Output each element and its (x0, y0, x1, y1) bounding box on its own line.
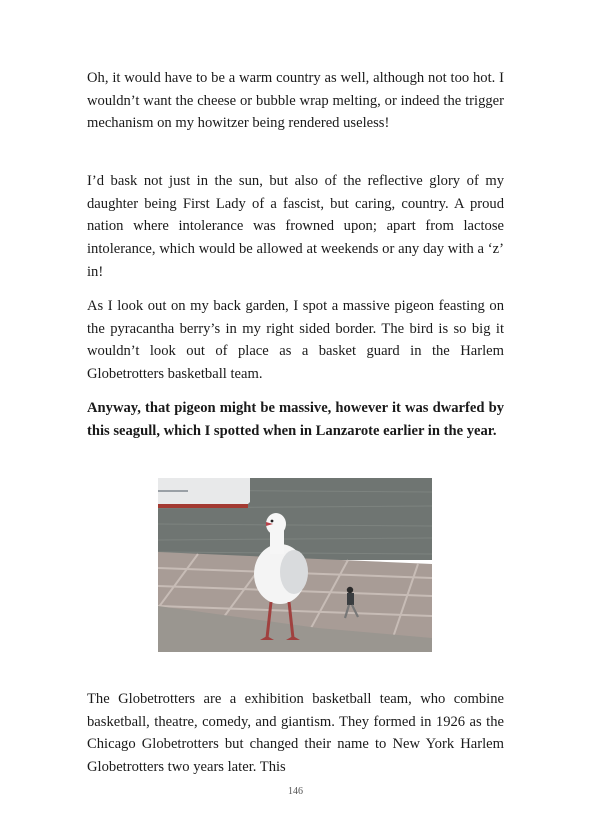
paragraph-globetrotters: The Globetrotters are a exhibition basketball team, who combine basketball, theatre, comedy, and giantism. They formed in 1926 as the Chicago Globetrotters but changed their name to New York Harlem Globetrotters two years later. This (87, 691, 504, 776)
paragraph-pigeon: As I look out on my back garden, I spot a massive pigeon feasting on the pyracantha berry’s in my right sided border. The bird is so big it wouldn’t look out of place as a basket guard in the Harlem Globetrotters basketball team. (87, 298, 504, 383)
paragraph-warm-country: Oh, it would have to be a warm country as well, although not too hot. I wouldn’t want the cheese or bubble wrap melting, or indeed the trigger mechanism on my howitzer being rendered useless! (87, 70, 504, 132)
page-number: 146 (288, 786, 303, 797)
paragraph-bask-in-sun: I’d bask not just in the sun, but also of the reflective glory of my daughter being First Lady of a fascist, but caring, country. A proud nation where intolerance was frowned upon; apart from lactose intolerance, which would be allowed at weekends or any day with a ‘z’ in! (87, 173, 504, 280)
seagull-photo (158, 478, 432, 652)
paragraph-seagull-bold: Anyway, that pigeon might be massive, however it was dwarfed by this seagull, which I spotted when in Lanzarote earlier in the year. (87, 400, 504, 439)
